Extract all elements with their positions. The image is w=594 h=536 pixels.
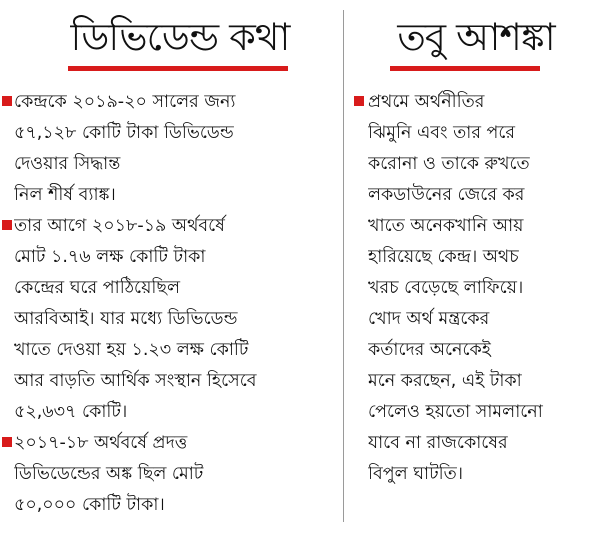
text-line: ডিভিডেন্ডের অঙ্ক ছিল মোট [14,464,204,484]
text-line: দেওয়ার সিদ্ধান্ত [14,154,121,174]
text-line: খোদ অর্থ মন্ত্রকের [368,309,490,329]
left-item-list [0,87,340,521]
text-line: হারিয়েছে কেন্দ্র। অথচ [368,247,519,267]
text-line: আরবিআই। যার মধ্যে ডিভিডেন্ড [14,309,238,329]
text-line: খাতে দেওয়া হয় ১.২৩ লক্ষ কোটি [14,340,249,360]
red-square-bullet-icon [2,220,12,230]
red-square-bullet-icon [2,96,12,106]
text-line: তার আগে ২০১৮-১৯ অর্থবর্ষে [14,216,225,236]
text-line: কেন্দ্রের ঘরে পাঠিয়েছিল [14,278,181,298]
text-line: কেন্দ্রকে ২০১৯-২০ সালের জন্য [14,92,236,112]
text-line: ৫০,০০০ কোটি টাকা। [14,495,165,515]
text-line: বিপুল ঘাটতি। [368,464,464,484]
text-line: খাতে অনেকখানি আয় [368,216,524,236]
text-line: প্রথমে অর্থনীতির [368,92,485,112]
left-item-2 [14,211,340,428]
red-square-bullet-icon [2,437,12,447]
right-column [350,0,594,490]
text-line: নিল শীর্ষ ব্যাঙ্ক। [14,185,116,205]
text-line: খরচ বেড়েছে লাফিয়ে। [368,278,524,298]
text-line: ২০১৭-১৮ অর্থবর্ষে প্রদত্ত [14,433,188,453]
left-item-1 [14,87,340,211]
text-line: যাবে না রাজকোষের [368,433,508,453]
right-heading: তবু আশঙ্কা [397,15,555,59]
text-line: করোনা ও তাকে রুখতে [368,154,530,174]
text-line: ৫৭,১২৮ কোটি টাকা ডিভিডেন্ড [14,123,234,143]
left-heading: ডিভিডেন্ড কথা [70,15,290,59]
text-line: কর্তাদের অনেকেই [368,340,491,360]
text-line: লকডাউনের জেরে কর [368,185,525,205]
right-heading-underline [390,66,540,71]
right-item-1 [368,87,594,490]
left-item-3 [14,428,340,521]
text-line: মোট ১.৭৬ লক্ষ কোটি টাকা [14,247,206,267]
red-square-bullet-icon [354,96,364,106]
text-line: ৫২,৬৩৭ কোটি। [14,402,128,422]
column-divider [343,10,344,522]
text-line: ঝিমুনি এবং তার পরে [368,123,516,143]
text-line: পেলেও হয়তো সামলানো [368,402,543,422]
left-heading-underline [68,66,288,71]
text-line: আর বাড়তি আর্থিক সংস্থান হিসেবে [14,371,257,391]
text-line: মনে করছেন, এই টাকা [368,371,522,391]
right-item-list [350,87,594,490]
